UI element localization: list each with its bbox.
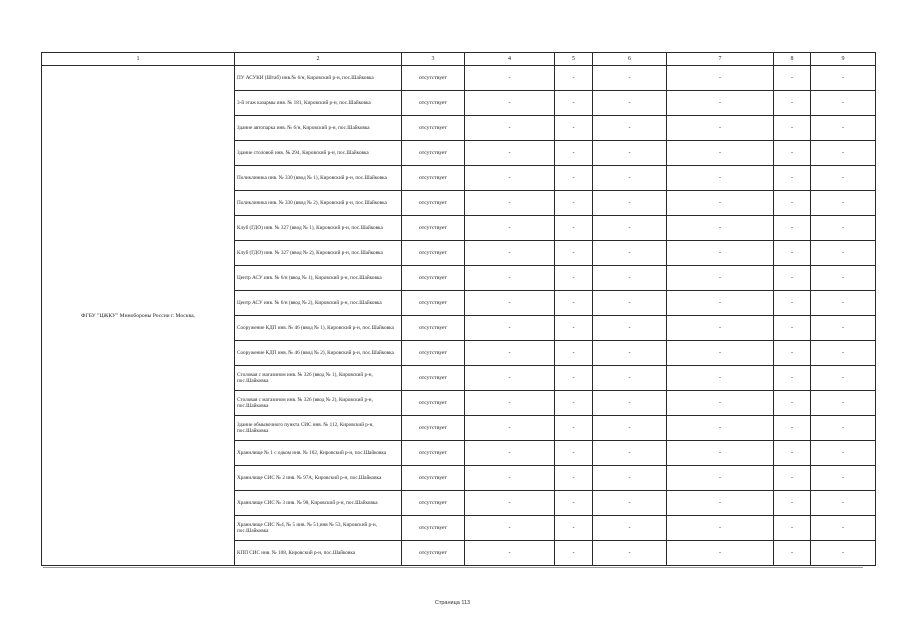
dash-cell: - <box>593 116 667 141</box>
object-name-cell: Хранилище СИС №4, № 5 инв. № 51,инв № 53, Кировский р-н, пос.Шайковка <box>235 516 402 541</box>
dash-cell: - <box>774 366 811 391</box>
header-cell: 2 <box>235 53 402 66</box>
status-cell: отсутствует <box>402 141 465 166</box>
object-name-cell: КПП СИС инв. № 108, Кировский р-н, пос.Шайковка <box>235 541 402 566</box>
object-name-cell: Центр АСУ инв. № 6/н (ввод № 2), Кировский р-н, пос.Шайковка <box>235 291 402 316</box>
dash-cell: - <box>465 541 555 566</box>
dash-cell: - <box>811 216 876 241</box>
dash-cell: - <box>465 491 555 516</box>
dash-cell: - <box>555 416 593 441</box>
status-cell: отсутствует <box>402 466 465 491</box>
dash-cell: - <box>555 291 593 316</box>
dash-cell: - <box>667 366 774 391</box>
status-cell: отсутствует <box>402 216 465 241</box>
dash-cell: - <box>774 291 811 316</box>
dash-cell: - <box>465 66 555 91</box>
dash-cell: - <box>593 366 667 391</box>
dash-cell: - <box>774 266 811 291</box>
header-cell: 4 <box>465 53 555 66</box>
dash-cell: - <box>774 91 811 116</box>
dash-cell: - <box>465 291 555 316</box>
object-name-cell: Центр АСУ инв. № 6/н (ввод № 1), Кировский р-н, пос.Шайковка <box>235 266 402 291</box>
dash-cell: - <box>555 541 593 566</box>
status-cell: отсутствует <box>402 291 465 316</box>
status-cell: отсутствует <box>402 316 465 341</box>
dash-cell: - <box>593 516 667 541</box>
dash-cell: - <box>555 166 593 191</box>
dash-cell: - <box>593 341 667 366</box>
header-cell: 1 <box>42 53 235 66</box>
dash-cell: - <box>593 466 667 491</box>
dash-cell: - <box>811 241 876 266</box>
status-cell: отсутствует <box>402 366 465 391</box>
dash-cell: - <box>774 416 811 441</box>
dash-cell: - <box>811 391 876 416</box>
dash-cell: - <box>465 141 555 166</box>
dash-cell: - <box>465 116 555 141</box>
dash-cell: - <box>811 366 876 391</box>
dash-cell: - <box>465 316 555 341</box>
dash-cell: - <box>811 466 876 491</box>
dash-cell: - <box>811 141 876 166</box>
table-body <box>42 66 876 566</box>
dash-cell: - <box>811 341 876 366</box>
object-name-cell: Клуб (ГДО) инв. № 327 (ввод № 2), Кировский р-н, пос.Шайковка <box>235 241 402 266</box>
dash-cell: - <box>465 191 555 216</box>
dash-cell: - <box>774 341 811 366</box>
dash-cell: - <box>667 166 774 191</box>
dash-cell: - <box>667 466 774 491</box>
page-number: Страница 113 <box>434 600 471 606</box>
status-cell: отсутствует <box>402 441 465 466</box>
data-table <box>41 52 876 566</box>
object-name-cell: Здание автопарка инв. № 6/н, Кировский р-н, пос.Шайковка <box>235 116 402 141</box>
dash-cell: - <box>811 416 876 441</box>
object-name-cell: ПУ АСУКИ (Штаб) инв.№ 6/н, Кировский р-н, пос.Шайковка <box>235 66 402 91</box>
header-row <box>42 53 876 66</box>
status-cell: отсутствует <box>402 491 465 516</box>
dash-cell: - <box>667 241 774 266</box>
dash-cell: - <box>774 491 811 516</box>
status-cell: отсутствует <box>402 416 465 441</box>
object-name-cell: Клуб (ГДО) инв. № 327 (ввод № 1), Кировский р-н, пос.Шайковка <box>235 216 402 241</box>
dash-cell: - <box>465 516 555 541</box>
dash-cell: - <box>555 366 593 391</box>
dash-cell: - <box>667 391 774 416</box>
status-cell: отсутствует <box>402 391 465 416</box>
dash-cell: - <box>811 491 876 516</box>
dash-cell: - <box>593 66 667 91</box>
dash-cell: - <box>774 441 811 466</box>
dash-cell: - <box>555 66 593 91</box>
dash-cell: - <box>667 291 774 316</box>
dash-cell: - <box>811 66 876 91</box>
status-cell: отсутствует <box>402 241 465 266</box>
dash-cell: - <box>465 466 555 491</box>
dash-cell: - <box>555 441 593 466</box>
dash-cell: - <box>667 541 774 566</box>
status-cell: отсутствует <box>402 91 465 116</box>
dash-cell: - <box>593 391 667 416</box>
dash-cell: - <box>555 491 593 516</box>
dash-cell: - <box>774 241 811 266</box>
dash-cell: - <box>811 516 876 541</box>
status-cell: отсутствует <box>402 116 465 141</box>
dash-cell: - <box>555 141 593 166</box>
status-cell: отсутствует <box>402 541 465 566</box>
dash-cell: - <box>667 191 774 216</box>
dash-cell: - <box>555 216 593 241</box>
dash-cell: - <box>555 516 593 541</box>
page-edge-line <box>43 567 863 568</box>
dash-cell: - <box>465 416 555 441</box>
dash-cell: - <box>593 91 667 116</box>
dash-cell: - <box>667 141 774 166</box>
object-name-cell: Хранилище СИС № 2 инв. № 97А, Кировский р-н, пос.Шайковка <box>235 466 402 491</box>
dash-cell: - <box>555 241 593 266</box>
header-cell: 5 <box>555 53 593 66</box>
status-cell: отсутствует <box>402 266 465 291</box>
status-cell: отсутствует <box>402 516 465 541</box>
organization-cell: ФГБУ "ЦЖКУ" Минобороны России г. Москва, <box>42 66 235 566</box>
object-name-cell: Сооружение КДП инв. № 46 (ввод № 2), Кировский р-н, пос.Шайковка <box>235 341 402 366</box>
dash-cell: - <box>593 316 667 341</box>
dash-cell: - <box>774 316 811 341</box>
object-name-cell: Столовая с магазином инв. № 326 (ввод № 1), Кировский р-н, пос.Шайковка <box>235 366 402 391</box>
object-name-cell: Сооружение КДП инв. № 46 (ввод № 1), Кировский р-н, пос.Шайковка <box>235 316 402 341</box>
object-name-cell: Здание столовой инв. № 294, Кировский р-н, пос.Шайковка <box>235 141 402 166</box>
status-cell: отсутствует <box>402 191 465 216</box>
dash-cell: - <box>811 541 876 566</box>
dash-cell: - <box>774 66 811 91</box>
dash-cell: - <box>593 441 667 466</box>
dash-cell: - <box>555 91 593 116</box>
dash-cell: - <box>774 216 811 241</box>
object-name-cell: Здание обмывочного пункта СИС инв. № 112, Кировский р-н, пос.Шайковка <box>235 416 402 441</box>
object-name-cell: Хранилище № 1 с одком инв. № 102, Кировский р-н, пос.Шайковка <box>235 441 402 466</box>
dash-cell: - <box>774 391 811 416</box>
dash-cell: - <box>593 266 667 291</box>
dash-cell: - <box>465 341 555 366</box>
dash-cell: - <box>667 441 774 466</box>
status-cell: отсутствует <box>402 66 465 91</box>
dash-cell: - <box>774 516 811 541</box>
header-cell: 6 <box>593 53 667 66</box>
object-name-cell: Поликлиника инв. № 330 (ввод № 1), Кировский р-н, пос.Шайковка <box>235 166 402 191</box>
dash-cell: - <box>465 391 555 416</box>
dash-cell: - <box>555 116 593 141</box>
header-cell: 3 <box>402 53 465 66</box>
dash-cell: - <box>811 266 876 291</box>
dash-cell: - <box>667 416 774 441</box>
dash-cell: - <box>774 141 811 166</box>
dash-cell: - <box>774 466 811 491</box>
status-cell: отсутствует <box>402 166 465 191</box>
dash-cell: - <box>555 266 593 291</box>
dash-cell: - <box>465 241 555 266</box>
dash-cell: - <box>774 541 811 566</box>
dash-cell: - <box>811 91 876 116</box>
dash-cell: - <box>555 191 593 216</box>
dash-cell: - <box>465 166 555 191</box>
dash-cell: - <box>774 166 811 191</box>
object-name-cell: Поликлиника инв. № 330 (ввод № 2), Кировский р-н, пос.Шайковка <box>235 191 402 216</box>
dash-cell: - <box>465 91 555 116</box>
dash-cell: - <box>555 391 593 416</box>
dash-cell: - <box>667 316 774 341</box>
dash-cell: - <box>811 116 876 141</box>
header-cell: 8 <box>774 53 811 66</box>
dash-cell: - <box>811 191 876 216</box>
dash-cell: - <box>593 191 667 216</box>
object-name-cell: Столовая с магазином инв. № 326 (ввод № 2), Кировский р-н, пос.Шайковка <box>235 391 402 416</box>
table-row <box>42 66 876 91</box>
dash-cell: - <box>555 316 593 341</box>
object-name-cell: Хранилище СИС № 3 инв. № 98, Кировский р-н, пос.Шайковка <box>235 491 402 516</box>
dash-cell: - <box>555 466 593 491</box>
dash-cell: - <box>667 266 774 291</box>
object-name-cell: 3-й этаж казармы инв. № 181, Кировский р-н, пос.Шайковка <box>235 91 402 116</box>
dash-cell: - <box>811 166 876 191</box>
dash-cell: - <box>593 541 667 566</box>
dash-cell: - <box>811 316 876 341</box>
dash-cell: - <box>465 266 555 291</box>
dash-cell: - <box>593 141 667 166</box>
dash-cell: - <box>593 291 667 316</box>
dash-cell: - <box>593 416 667 441</box>
dash-cell: - <box>555 341 593 366</box>
header-cell: 7 <box>667 53 774 66</box>
dash-cell: - <box>667 341 774 366</box>
dash-cell: - <box>774 116 811 141</box>
dash-cell: - <box>811 441 876 466</box>
status-cell: отсутствует <box>402 341 465 366</box>
dash-cell: - <box>465 216 555 241</box>
dash-cell: - <box>593 241 667 266</box>
dash-cell: - <box>667 216 774 241</box>
dash-cell: - <box>593 491 667 516</box>
dash-cell: - <box>774 191 811 216</box>
dash-cell: - <box>667 116 774 141</box>
dash-cell: - <box>811 291 876 316</box>
dash-cell: - <box>465 366 555 391</box>
dash-cell: - <box>465 441 555 466</box>
header-cell: 9 <box>811 53 876 66</box>
dash-cell: - <box>667 491 774 516</box>
dash-cell: - <box>593 216 667 241</box>
dash-cell: - <box>667 66 774 91</box>
dash-cell: - <box>667 516 774 541</box>
dash-cell: - <box>667 91 774 116</box>
dash-cell: - <box>593 166 667 191</box>
